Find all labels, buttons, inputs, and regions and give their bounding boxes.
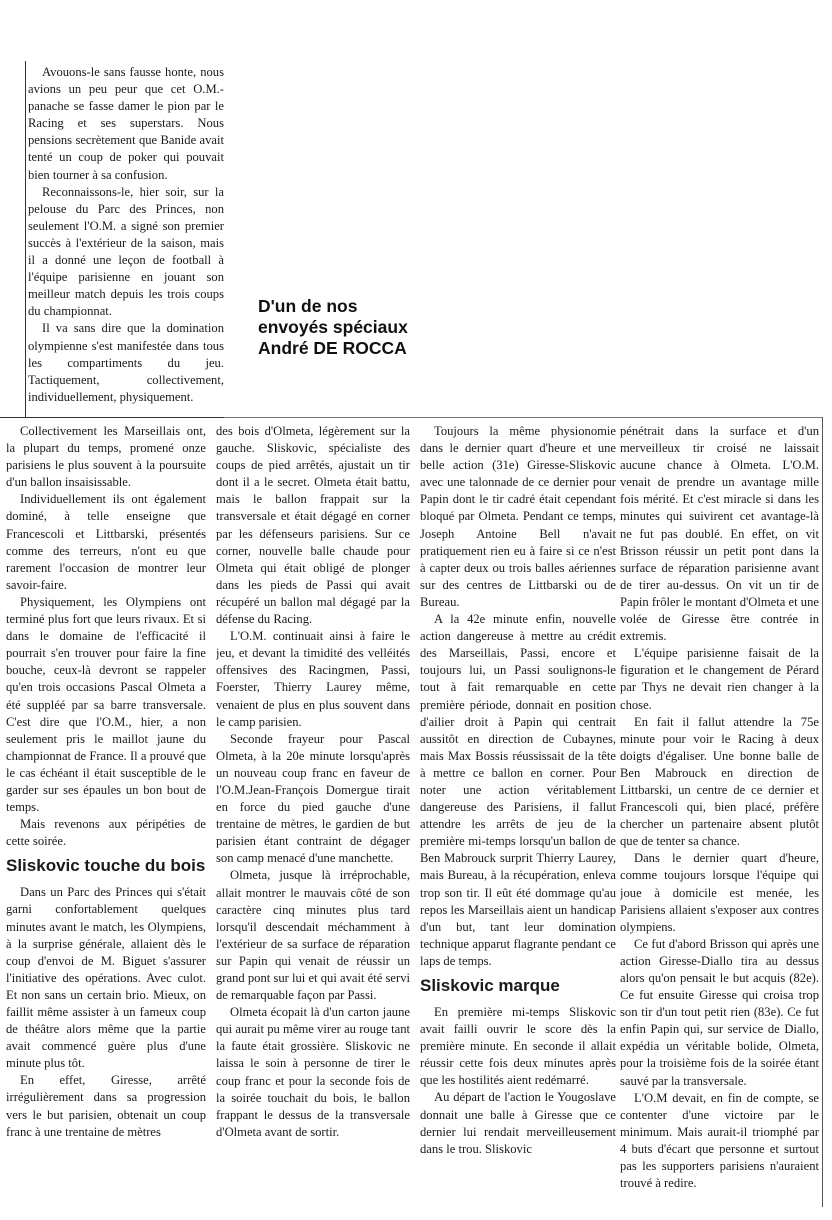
article-paragraph: Dans le dernier quart d'heure, comme toujours lorsque l'équipe qui joue à domicile est menée, les Parisiens allaient s'exposer aux contres olympiens. — [620, 851, 819, 934]
article-paragraph: Olmeta, jusque là irréprochable, allait montrer le mauvais côté de son caractère cinq minutes plus tard lorsqu'il descendait méchamment à l'extérieur de sa surface de réparation sur Papin qui venait de réussir un grand pont sur lui et qui avait été servi de remarquable façon par Passi. — [216, 868, 410, 1003]
article-paragraph: pénétrait dans la surface et d'un merveilleux tir croisé ne laissait aucune chance à Olmeta. L'O.M. venait de prendre un avantage mille fois mérité. Et c'est miracle si dans les minutes qui suivirent cet avantage-là ne fut pas doublé. En effet, on vit Brisson réussir un petit pont dans la surface de réparation parisienne avant de tirer au-dessus. On vit un tir de Papin frôler le montant d'Olmeta et une volée de Giresse être contrée in extremis. — [620, 424, 819, 644]
article-paragraph: Dans un Parc des Princes qui s'était garni confortablement quelques minutes avant le match, les Olympiens, à la surprise générale, allaient dès le coup d'envoi de M. Biguet s'assurer l'initiative des opérations. Avec culot. Et non sans un certain brio. Mieux, on faillit même assister à un fameux coup de théâtre alors même que la partie avait commencé guère plus d'une minute plus tôt. — [6, 885, 206, 1071]
column-2 — [216, 423, 410, 1207]
article-paragraph: L'équipe parisienne faisait de la figuration et le changement de Pérard par Thys ne devait rien changer à la chose. — [620, 646, 819, 712]
intro-paragraph: Avouons-le sans fausse honte, nous avions un peu peur que cet O.M.-panache se fasse damer le pion par le Racing et ses superstars. Nous pensions secrètement que Banide avait tenté un coup de poker qui pouvait bien tourner à sa confusion. — [28, 65, 224, 182]
article-paragraph: Toujours la même physionomie dans le dernier quart d'heure et une belle action (31e) Giresse-Sliskovic avec une talonnade de ce dernier pour Papin dont le tir cadré était cependant bloqué par Olmeta. Pendant ce temps, Joseph Antoine Bell n'avait pratiquement rien eu à faire si ce n'est à capter deux ou trois balles aériennes sur des centres de Littbarski ou de Bureau. — [420, 424, 616, 609]
article-paragraph: Individuellement ils ont également dominé, à telle enseigne que Francescoli et Littbarski, présentés comme des terreurs, n'ont eu que rarement l'occasion de montrer leur savoir-faire. — [6, 492, 206, 592]
byline-line: D'un de nos — [258, 296, 358, 316]
article-paragraph: Physiquement, les Olympiens ont terminé plus fort que leurs rivaux. Et si dans le domaine de l'efficacité il pourrait s'en trouver pour faire la fine bouche, ceux-là devront se rappeler qu'en trois occasions Pascal Olmeta a été suppléé par sa barre transversale. C'est dire que l'O.M., hier, a non seulement pris le maillot jaune du championnat de France. Il a prouvé que le cas échéant il était susceptible de le garder sur ses épaules un bon bout de temps. — [6, 594, 206, 815]
article-paragraph: Olmeta écopait là d'un carton jaune qui aurait pu même virer au rouge tant la faute était grossière. Sliskovic ne laissa le soin à personne de tirer le coup franc et pour la seconde fois de la soirée touchait du bois, le ballon frappant le dessus de la transversale d'Olmeta avant de sortir. — [216, 1005, 410, 1139]
column-1 — [6, 423, 206, 1207]
article-paragraph: L'O.M. continuait ainsi à faire le jeu, et devant la timidité des velléités offensives des Racingmen, Passi, Foerster, Thierry Laurey même, venaient de plus en plus souvent dans le camp parisien. — [216, 629, 410, 729]
column-3 — [420, 423, 616, 1207]
frame-right — [822, 417, 823, 1207]
byline-author: André DE ROCCA — [258, 338, 407, 358]
article-paragraph: L'O.M devait, en fin de compte, se contenter d'une victoire par le minimum. Mais aurait-il triomphé par 4 buts d'écart que personne et surtout pas les supporters parisiens n'auraient trouvé à redire. — [620, 1090, 819, 1191]
article-paragraph: En effet, Giresse, arrêté irrégulièrement dans sa progression vers le but parisien, obtenait un coup franc à une trentaine de mètres — [6, 1073, 206, 1139]
article-paragraph: Seconde frayeur pour Pascal Olmeta, à la 20e minute lorsqu'après un nouveau coup franc en faveur de l'O.M.Jean-François Domergue tirait en force du pied gauche d'une trentaine de mètres, le gardien de but parisien étant contraint de dégager son camp menacé d'une manchette. — [216, 731, 410, 866]
intro-paragraph: Reconnaissons-le, hier soir, sur la pelouse du Parc des Princes, non seulement l'O.M. a signé son premier succès à l'extérieur de la saison, mais il a donné une leçon de football à l'équipe parisienne en jouant son meilleur match depuis les trois coups du championnat. — [28, 184, 224, 319]
byline-line: envoyés spéciaux — [258, 317, 408, 337]
article-paragraph: En fait il fallut attendre la 75e minute pour voir le Racing à deux doigts d'égaliser. Une bonne balle de Ben Mabrouck en direction de Littbarski, un centre de ce dernier et Francescoli qui, bien placé, préfère chercher un partenaire absent plutôt que de tenter sa chance. — [620, 714, 819, 849]
frame-left — [25, 61, 26, 418]
article-paragraph: Ce fut d'abord Brisson qui après une action Giresse-Diallo tira au dessus alors qu'on pensait le but acquis (82e). Ce fut ensuite Giresse qui croisa trop son tir d'un tout petit rien (83e). Ce fut enfin Papin qui, sur service de Diallo, expédia un véritable bolide, Olmeta, pour la troisième fois de la soirée étant sauvé par la transversale. — [620, 936, 819, 1088]
article-paragraph: Au départ de l'action le Yougoslave donnait une balle à Giresse que ce dernier lui rendait merveilleusement dans le trou. Sliskovic — [420, 1090, 616, 1156]
article-paragraph: Collectivement les Marseillais ont, la plupart du temps, promené onze parisiens le plus souvent à la poursuite d'un ballon insaisissable. — [6, 424, 206, 490]
frame-right-top — [224, 417, 822, 418]
intro-column — [28, 64, 224, 414]
article-paragraph: A la 42e minute enfin, nouvelle action dangereuse à mettre au crédit des Marseillais, Passi, encore et toujours lui, un Passi soulignons-le tout à fait remarquable en cette première période, donnait en position d'ailier droit à Papin qui centrait aussitôt en direction de Cubaynes, mais Max Bossis réussissait de la tête à mettre ce ballon en corner. Pour noter une action véritablement dangereuse des Parisiens, il fallut attendre les arrêts de jeu de la première mi-temps lorsqu'un ballon de Ben Mabrouck surprit Thierry Laurey, mais Bureau, à la récupération, enleva trop son tir. Il eût été dommage qu'au repos les Marseillais aient un handicap d'un but, tant leur domination technique apparut flagrante pendant ce laps de temps. — [420, 612, 616, 968]
intro-paragraph: Il va sans dire que la domination olympienne s'est manifestée dans tous les compartiments du jeu. Tactiquement, collectivement, individuellement, physiquement. — [28, 321, 224, 404]
article-paragraph: Mais revenons aux péripéties de cette soirée. — [6, 817, 206, 849]
section-heading: Sliskovic marque — [420, 976, 560, 995]
byline — [258, 296, 458, 359]
frame-bottom — [0, 417, 224, 418]
section-heading: Sliskovic touche du bois — [6, 856, 206, 876]
article-paragraph: des bois d'Olmeta, légèrement sur la gauche. Sliskovic, spécialiste des coups de pied arrêtés, ajustait un tir dont il a le secret. Olmeta était battu, mais le ballon frappait sur la transversale et était dégagé en corner par les défenseurs parisiens. Sur ce corner, nouvelle balle chaude pour Olmeta qui était obligé de plonger dans les pieds de Passi qui avait récupéré un ballon mal dégagé par la défense du Racing. — [216, 424, 410, 627]
column-4 — [620, 423, 819, 1207]
article-paragraph: En première mi-temps Sliskovic avait failli ouvrir le score dès la première minute. En seconde il allait réussir cette fois deux minutes après que les hostilités aient redémarré. — [420, 1005, 616, 1088]
